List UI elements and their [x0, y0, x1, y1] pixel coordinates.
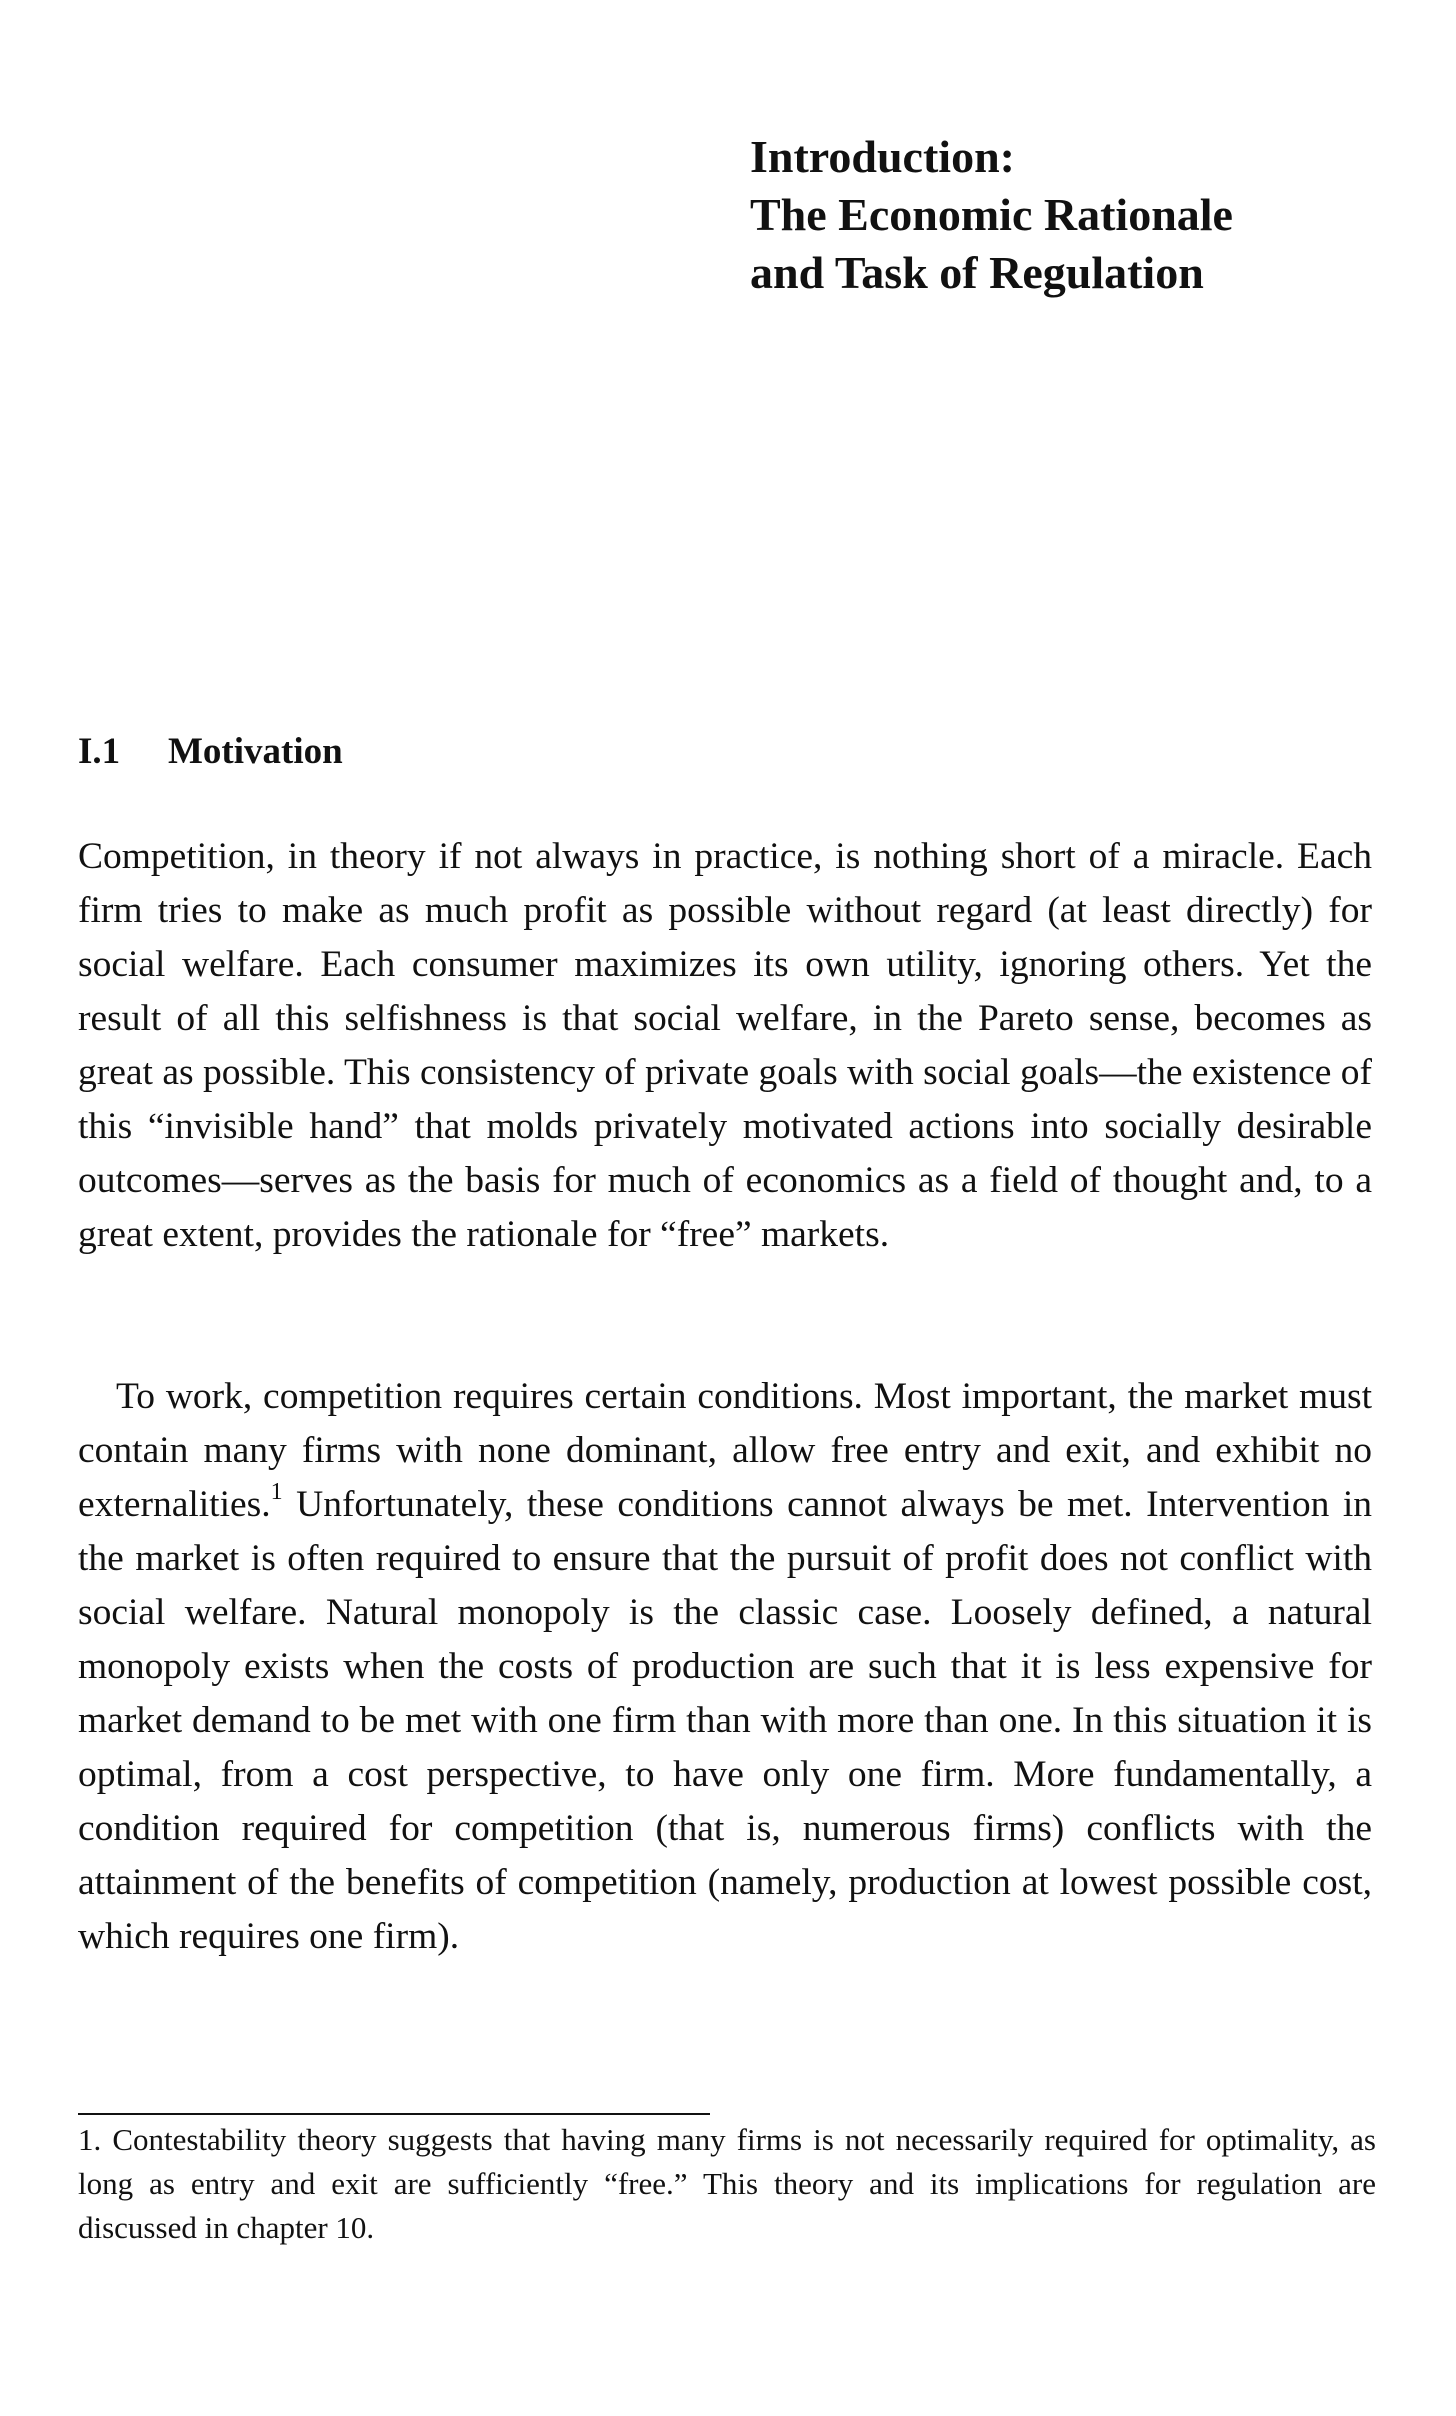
chapter-title-line: and Task of Regulation: [750, 247, 1204, 298]
chapter-title-line: Introduction:: [750, 131, 1015, 182]
body-paragraph: Competition, in theory if not always in practice, is nothing short of a miracle. Each firm tries to make as much profit as possible without regard (at least directly) for social welfare. Each consumer maximizes its own utility, ignoring others. Yet the result of all this selfishness is that social welfare, in the Pareto sense, becomes as great as possible. This consistency of private goals with social goals—the existence of this “invisible hand” that molds privately motivated actions into socially desirable outcomes—serves as the basis for much of economics as a field of thought and, to a great extent, provides the rationale for “free” markets.: [78, 836, 1372, 1255]
footnote-reference: 1: [270, 1478, 283, 1505]
footnote: 1. Contestability theory suggests that having many firms is not necessarily required for optimality, as long as entry and exit are sufficiently “free.” This theory and its implications for regulation are discussed in chapter 10.: [78, 2122, 1376, 2245]
paragraph-text: To work, competition requires certain conditions. Most important, the market must contain many firms with none dominant, allow free entry and exit, and exhibit no externalities.: [78, 1376, 1372, 1525]
body-paragraph: [78, 1370, 1372, 1964]
section-number: I.1: [78, 731, 121, 772]
footnote-divider: [78, 2113, 710, 2115]
chapter-title: [750, 128, 1390, 302]
paragraph-text: Unfortunately, these conditions cannot always be met. Intervention in the market is often required to ensure that the pursuit of profit does not conflict with social welfare. Natural monopoly is the classic case. Loosely defined, a natural monopoly exists when the costs of production are such that it is less expensive for market demand to be met with one firm than with more than one. In this situation it is optimal, from a cost perspective, to have only one firm. More fundamentally, a condition required for competition (that is, numerous firms) conflicts with the attainment of the benefits of competition (namely, production at lowest possible cost, which requires one firm).: [78, 1484, 1372, 1957]
chapter-title-line: The Economic Rationale: [750, 189, 1233, 240]
section-heading: [78, 730, 343, 774]
section-title: Motivation: [168, 731, 343, 772]
